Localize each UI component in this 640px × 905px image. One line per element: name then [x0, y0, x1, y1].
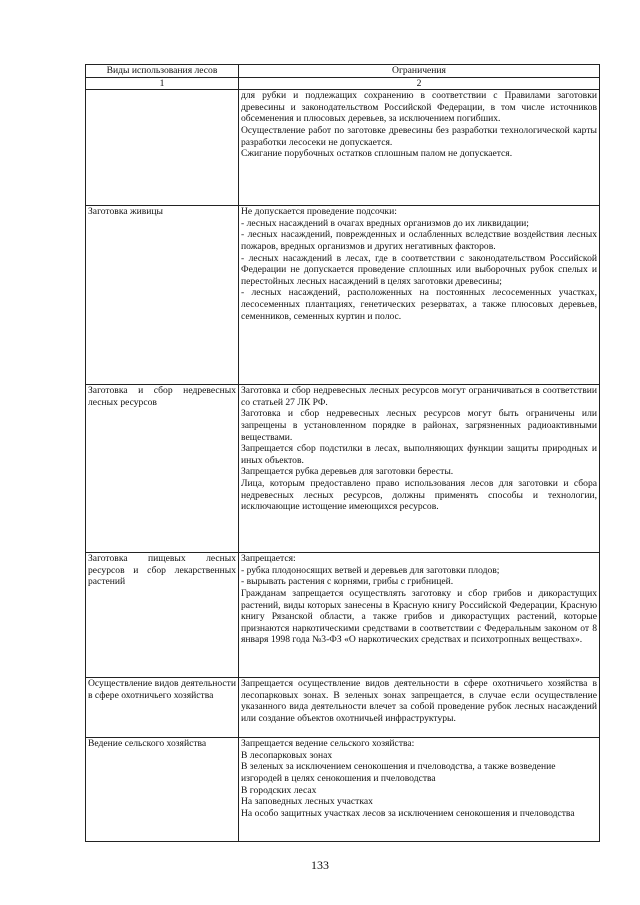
restriction-text: На особо защитных участках лесов за исключением сенокошения и пчеловодства: [241, 807, 575, 819]
row-type-cell: Осуществление видов деятельности в сфере охотничьего хозяйства: [86, 678, 239, 738]
restriction-text: Осуществление работ по заготовке древесины без разработки технологической карты разработки лесосеки не допускается.: [241, 124, 597, 148]
row-type-cell: [86, 90, 239, 206]
table-row: [86, 90, 600, 206]
restriction-text: Сжигание порубочных остатков сплошным палом не допускается.: [241, 148, 513, 160]
restriction-text: Заготовка и сбор недревесных лесных ресурсов могут ограничиваться в соответствии со статьей 27 ЛК РФ.: [241, 385, 597, 408]
restriction-text: В городских лесах: [241, 784, 317, 796]
row-type-cell: Заготовка пищевых лесных ресурсов и сбор лекарственных растений: [86, 553, 239, 678]
restriction-text: На заповедных лесных участках: [241, 796, 373, 808]
restriction-text: - лесных насаждений, расположенных на постоянных лесосеменных участках, лесосеменных плантациях, генетических резерватах, а также плюсовых деревьев, семенников, семенных куртин и полос.: [241, 287, 597, 322]
restriction-text: Запрещается осуществление видов деятельности в сфере охотничьего хозяйства в лесопарковых зонах. В зеленых зонах запрещается, в случае если осуществление указанного вида деятельности влечет за собой проведение рубок лесных насаждений или создание объектов охотничьей инфраструктуры.: [241, 678, 597, 724]
restriction-text: Запрещается рубка деревьев для заготовки бересты.: [241, 466, 454, 478]
row-restrictions-cell: [239, 206, 600, 385]
restrictions-table: [85, 64, 600, 842]
row-type-cell: Ведение сельского хозяйства: [86, 738, 239, 842]
row-restrictions-cell: [239, 553, 600, 678]
restriction-text: Запрещается сбор подстилки в лесах, выполняющих функции защиты природных и иных объектов.: [241, 443, 597, 466]
table-row: [86, 206, 600, 385]
row-restrictions-cell: [239, 90, 600, 206]
restriction-text: Не допускается проведение подсочки:: [241, 206, 397, 218]
restriction-text: - лесных насаждений, поврежденных и ослабленных вследствие воздействия лесных пожаров, вредных организмов и других негативных факторов.: [241, 229, 597, 252]
row-type-cell: Заготовка и сбор недревесных лесных ресурсов: [86, 385, 239, 553]
table-row: [86, 678, 600, 738]
table-row: [86, 553, 600, 678]
restriction-text: Заготовка и сбор недревесных лесных ресурсов могут быть ограничены или запрещены в установленном порядке в районах, загрязненных радиоактивными веществами.: [241, 408, 597, 443]
row-restrictions-cell: [239, 385, 600, 553]
column-number-2: 2: [239, 77, 600, 90]
restriction-text: Запрещается ведение сельского хозяйства:: [241, 738, 415, 750]
restriction-text: Гражданам запрещается осуществлять заготовку и сбор грибов и дикорастущих растений, виды которых занесены в Красную книгу Российской Федерации, Красную книгу Рязанской области, а также грибов и дикорастущих растений, которые признаются наркотическими средствами в соответствии с Федеральным законом от 8 января 1998 года №3-ФЗ «О наркотических средствах и психотропных веществах».: [241, 587, 597, 646]
page-number: 133: [311, 858, 329, 872]
restriction-text: - рубка плодоносящих ветвей и деревьев для заготовки плодов;: [241, 564, 500, 576]
restriction-text: В лесопарковых зонах: [241, 749, 333, 761]
table-header-row: [86, 65, 600, 78]
row-type-cell: Заготовка живицы: [86, 206, 239, 385]
restriction-text: Запрещается:: [241, 553, 296, 565]
restriction-text: - лесных насаждений в лесах, где в соответствии с законодательством Российской Федерации не допускается проведение сплошных или выборочных рубок спелых и перестойных лесных насаждений в целях заготовки древесины;: [241, 252, 597, 287]
column-number-1: 1: [86, 77, 239, 90]
restriction-text: - лесных насаждений в очагах вредных организмов до их ликвидации;: [241, 217, 529, 229]
restriction-text: В зеленых за исключением сенокошения и пчеловодства, а также возведение изгородей в целях сенокошения и пчеловодства: [241, 761, 556, 784]
table-column-number-row: [86, 77, 600, 90]
restriction-text: - вырывать растения с корнями, грибы с грибницей.: [241, 576, 454, 588]
restriction-text: для рубки и подлежащих сохранению в соответствии с Правилами заготовки древесины и законодательством Российской Федерации, в том числе источников обсеменения и плюсовых деревьев, за исключением погибших.: [241, 90, 597, 125]
table-row: [86, 385, 600, 553]
row-restrictions-cell: [239, 678, 600, 738]
header-forest-use-types: Виды использования лесов: [86, 65, 239, 78]
header-restrictions: Ограничения: [239, 65, 600, 78]
restriction-text: Лица, которым предоставлено право использования лесов для заготовки и сбора недревесных лесных ресурсов, должны применять способы и технологии, исключающие истощение имеющихся ресурсов.: [241, 477, 597, 513]
table-row: [86, 738, 600, 842]
row-restrictions-cell: [239, 738, 600, 842]
